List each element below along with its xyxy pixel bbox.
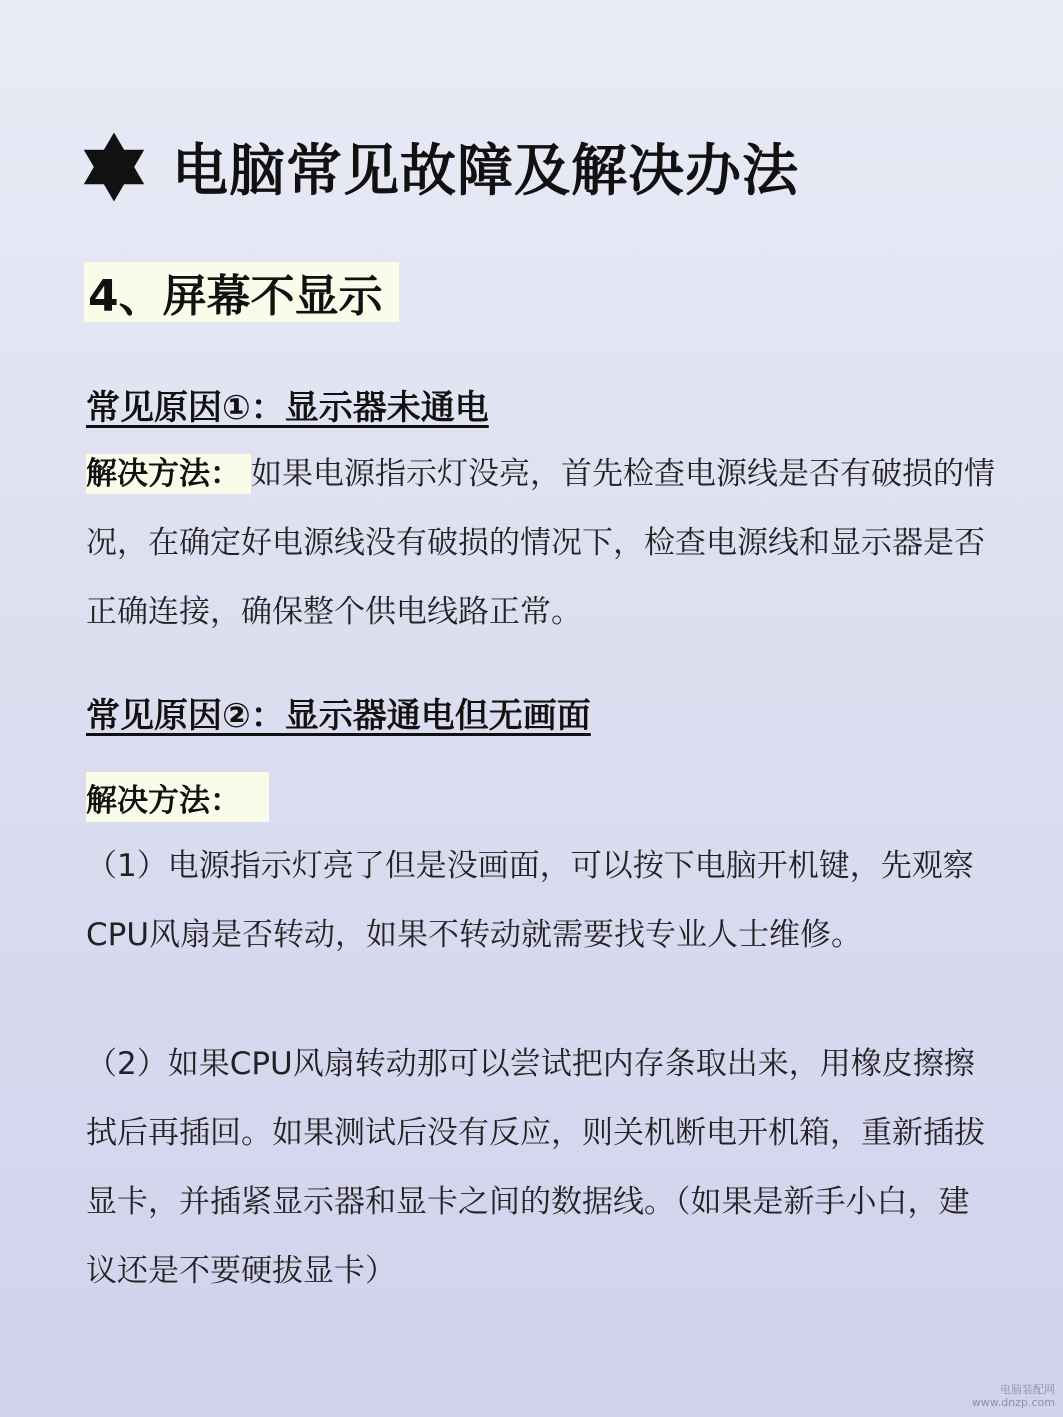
cause-1-heading: 常见原因①：显示器未通电	[86, 388, 489, 428]
six-pointed-star-icon	[78, 131, 150, 203]
solution-step-1: （1）电源指示灯亮了但是没画面，可以按下电脑开机键，先观察CPU风扇是否转动，如果不转动就需要找专业人士维修。	[86, 848, 974, 953]
cause-2-heading: 常见原因②：显示器通电但无画面	[86, 696, 591, 736]
solution-text: 如果电源指示灯没亮，首先检查电源线是否有破损的情况，在确定好电源线没有破损的情况下，检查电源线和显示器是否正确连接，确保整个供电线路正常。	[86, 456, 995, 630]
solution-step-2: （2）如果CPU风扇转动那可以尝试把内存条取出来，用橡皮擦擦拭后再插回。如果测试后没有反应，则关机断电开机箱，重新插拔显卡，并插紧显示器和显卡之间的数据线。（如果是新手小白，建议还是不要硬拔显卡）	[86, 1046, 985, 1289]
page-title: 电脑常见故障及解决办法	[172, 139, 799, 204]
watermark-name: 电脑装配网	[1000, 1383, 1055, 1396]
title-row	[78, 122, 799, 212]
solution-label: 解决方法：	[86, 772, 269, 822]
watermark-url: www.dnzp.com	[971, 1396, 1055, 1409]
solution-label: 解决方法：	[86, 454, 251, 494]
watermark	[972, 1383, 1055, 1409]
cause-1-solution	[86, 440, 996, 647]
section-title: 4、屏幕不显示	[84, 262, 399, 322]
